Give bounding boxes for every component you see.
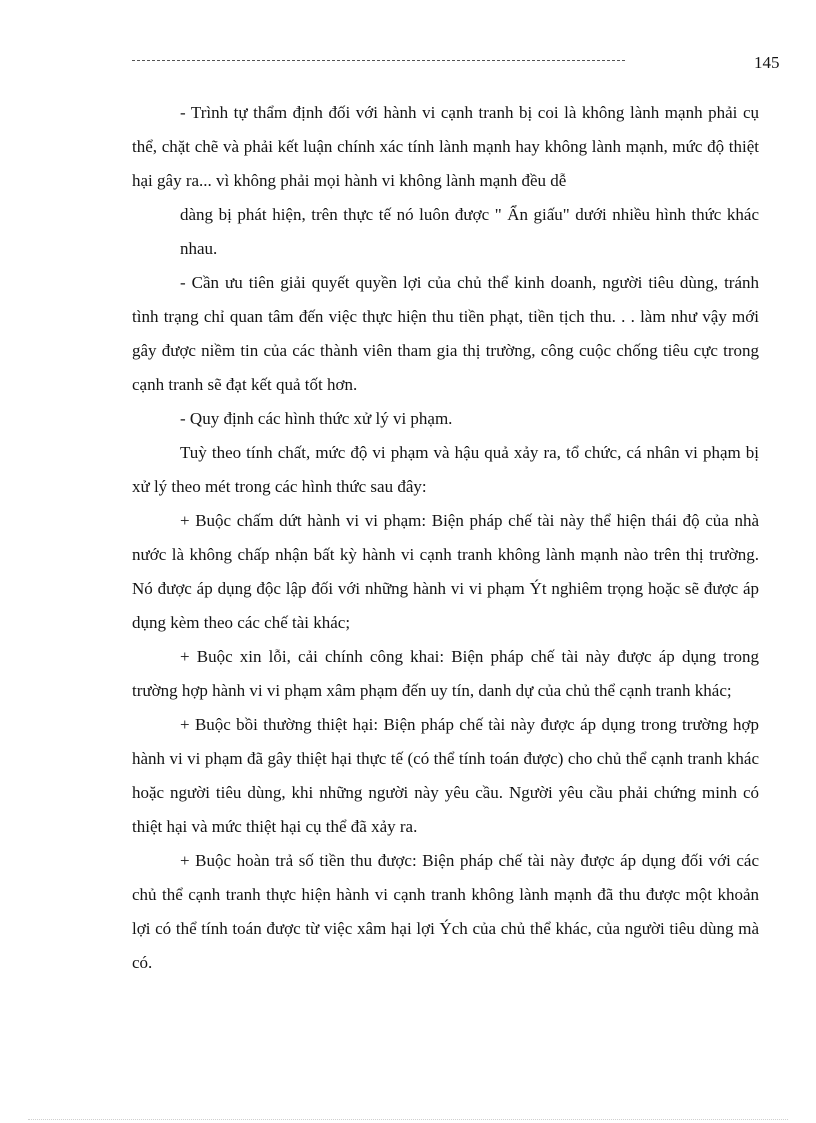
paragraph-damage-compensation: + Buộc bồi thường thiệt hại: Biện pháp chế tài này được áp dụng trong trường hợp hành vi vi phạm đã gây thiệt hại thực tế (có thể tính toán được) cho chủ thể cạnh tranh khác hoặc người tiêu dùng, khi những người này yêu cầu. Người yêu cầu phải chứng minh có thiệt hại và mức thiệt hại cụ thể đã xảy ra. xyxy=(132,715,759,836)
paragraph-refund-proceeds: + Buộc hoàn trả số tiền thu được: Biện pháp chế tài này được áp dụng đối với các chủ thể cạnh tranh thực hiện hành vi cạnh tranh không lành mạnh đã thu được một khoản lợi có thể tính toán được từ việc xâm hại lợi Ých của chủ thể khác, của người tiêu dùng mà có. xyxy=(132,851,759,972)
header-rule xyxy=(132,60,625,61)
footer-rule xyxy=(28,1119,788,1120)
paragraph-cease-violation: + Buộc chấm dứt hành vi vi phạm: Biện pháp chế tài này thể hiện thái độ của nhà nước là không chấp nhận bất kỳ hành vi cạnh tranh không lành mạnh nào trên thị trường. Nó được áp dụng độc lập đối với những hành vi vi phạm Ýt nghiêm trọng hoặc sẽ được áp dụng kèm theo các chế tài khác; xyxy=(132,511,759,632)
paragraph-appraisal-procedure: - Trình tự thẩm định đối với hành vi cạnh tranh bị coi là không lành mạnh phải cụ thể, chặt chẽ và phải kết luận chính xác tính lành mạnh hay không lành mạnh, mức độ thiệt hại gây ra... vì không phải mọi hành vi không lành mạnh đều dễ xyxy=(132,103,759,190)
paragraph-prioritize-interests: - Cần ưu tiên giải quyết quyền lợi của chủ thể kinh doanh, người tiêu dùng, tránh tình trạng chỉ quan tâm đến việc thực hiện thu tiền phạt, tiền tịch thu. . . làm như vậy mới gây được niềm tin của các thành viên tham gia thị trường, công cuộc chống tiêu cực trong cạnh tranh sẽ đạt kết quả tốt hơn. xyxy=(132,273,759,394)
paragraph-sanction-forms: Tuỳ theo tính chất, mức độ vi phạm và hậu quả xảy ra, tổ chức, cá nhân vi phạm bị xử lý theo mét trong các hình thức sau đây: xyxy=(132,443,759,496)
page-number: 145 xyxy=(754,53,780,72)
page-body xyxy=(132,96,759,980)
paragraph-public-apology: + Buộc xin lỗi, cải chính công khai: Biện pháp chế tài này được áp dụng trong trường hợp hành vi vi phạm xâm phạm đến uy tín, danh dự của chủ thể cạnh tranh khác; xyxy=(132,647,759,700)
paragraph-hidden-forms: dàng bị phát hiện, trên thực tế nó luôn được " Ẩn giấu" dưới nhiều hình thức khác nhau. xyxy=(180,205,759,258)
paragraph-violation-handling: - Quy định các hình thức xử lý vi phạm. xyxy=(180,409,453,428)
